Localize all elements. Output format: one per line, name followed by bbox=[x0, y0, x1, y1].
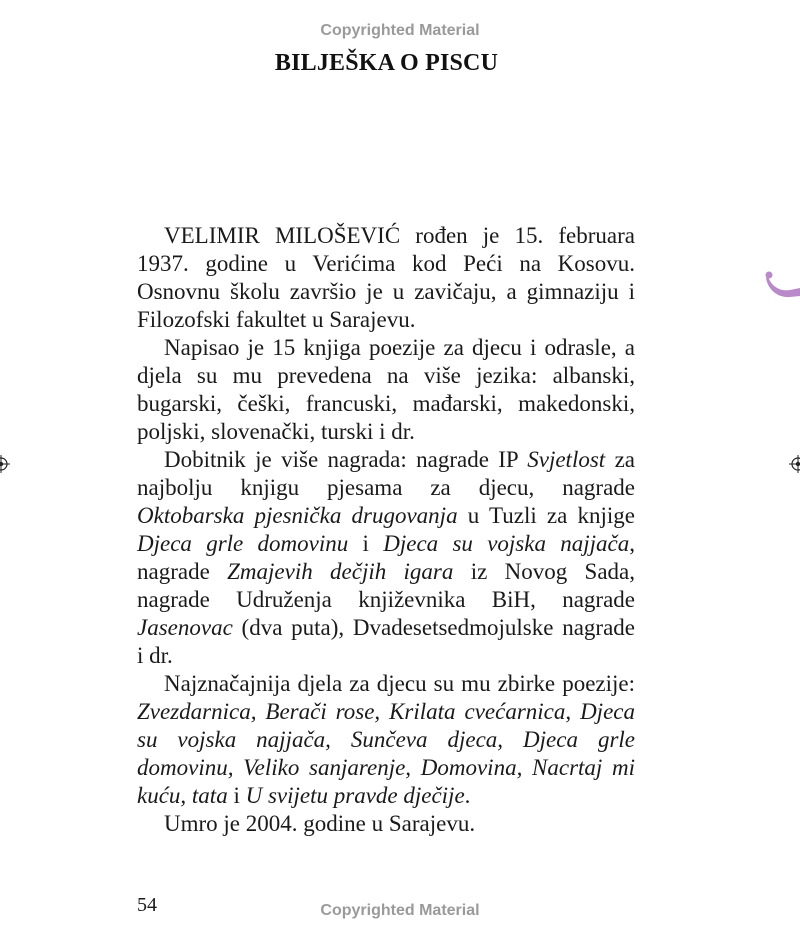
italic-text: Djeca su vojska najjača bbox=[383, 531, 630, 556]
italic-text: Oktobarska pjesnička drugovanja bbox=[137, 503, 458, 528]
paragraph bbox=[137, 222, 635, 334]
italic-text: Zvezdarnica, Berači rose, Krilata cvećarnica, Djeca su vojska najjača, Sunčeva djeca, Djeca grle domovinu, Veliko sanjarenje, Domovina, Nacrtaj mi kuću, tata bbox=[137, 699, 635, 808]
text-run: i bbox=[227, 783, 246, 808]
italic-text: Djeca grle domovinu bbox=[137, 531, 349, 556]
text-run: iz Novog Sada, nagrade Udruženja književnika BiH, nagrade bbox=[137, 559, 636, 612]
flourish-ornament-icon bbox=[760, 266, 800, 302]
page-title: BILJEŠKA O PISCU bbox=[274, 50, 499, 76]
italic-text: Svjetlost bbox=[527, 447, 606, 472]
italic-text: U svijetu pravde dječije bbox=[245, 783, 465, 808]
registration-mark-icon bbox=[789, 455, 800, 473]
text-run: Dobitnik je više nagrada: nagrade IP bbox=[164, 447, 528, 472]
text-run: Najznačajnija djela za djecu su mu zbirke poezije: bbox=[164, 671, 635, 696]
watermark-bottom: Copyrighted Material bbox=[320, 902, 480, 919]
text-run: Napisao je 15 knjiga poezije za djecu i odrasle, a djela su mu prevedena na više jezika: albanski, bugarski, češki, francuski, mađarski, makedonski, poljski, slovenački, turski i dr. bbox=[137, 335, 635, 444]
registration-mark-icon bbox=[0, 455, 10, 473]
text-run: za najbolju knjigu pjesama za djecu, nagrade bbox=[137, 447, 635, 500]
paragraph bbox=[137, 810, 635, 838]
text-run: , nagrade bbox=[137, 531, 635, 584]
italic-text: Jasenovac bbox=[137, 615, 233, 640]
page-number: 54 bbox=[137, 894, 157, 916]
paragraph bbox=[137, 670, 635, 810]
text-run: VELIMIR MILOŠEVIĆ rođen je 15. februara 1937. godine u Verićima kod Peći na Kosovu. Osnovnu školu završio je u zavičaju, a gimnaziju i Filozofski fakultet u Sarajevu. bbox=[137, 223, 635, 332]
watermark-top: Copyrighted Material bbox=[320, 22, 480, 39]
paragraph bbox=[137, 334, 635, 446]
biography-text bbox=[137, 222, 635, 838]
text-run: i bbox=[348, 531, 384, 556]
text-run: (dva puta), Dvadesetsedmojulske nagrade i dr. bbox=[137, 615, 635, 668]
text-run: u Tuzli za knjige bbox=[457, 503, 635, 528]
text-run: . bbox=[464, 783, 471, 808]
text-run: Umro je 2004. godine u Sarajevu. bbox=[164, 811, 476, 836]
italic-text: Zmajevih dečjih igara bbox=[227, 559, 454, 584]
paragraph bbox=[137, 446, 635, 670]
